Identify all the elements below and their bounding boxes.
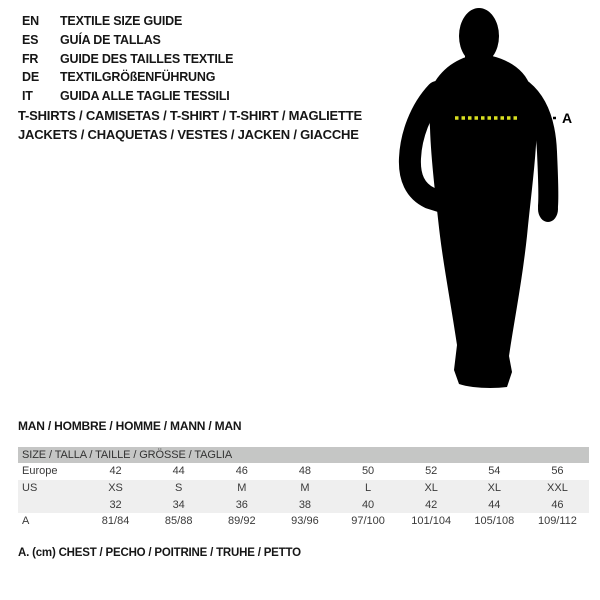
size-cell: 85/88 xyxy=(164,515,193,528)
size-cell: 105/108 xyxy=(474,515,515,528)
language-code: IT xyxy=(22,89,33,104)
size-cell: 42 xyxy=(109,465,122,478)
size-cell: 36 xyxy=(235,498,248,511)
table-row xyxy=(18,496,589,513)
row-label: US xyxy=(22,482,38,495)
size-cell: 44 xyxy=(488,498,501,511)
size-cell: 48 xyxy=(298,465,312,478)
size-cell: 46 xyxy=(551,498,564,511)
language-code: EN xyxy=(22,14,39,29)
size-cell: L xyxy=(365,482,372,495)
table-row xyxy=(18,463,589,480)
language-code: ES xyxy=(22,33,39,48)
size-cell: XL xyxy=(424,482,438,495)
size-cell: 56 xyxy=(551,465,564,478)
measure-label: A xyxy=(562,110,573,126)
language-code: DE xyxy=(22,70,39,85)
section-title: MAN / HOMBRE / HOMME / MANN / MAN xyxy=(18,419,242,433)
size-cell: 42 xyxy=(425,498,438,511)
size-cell: M xyxy=(300,482,310,495)
size-cell: 52 xyxy=(425,465,438,478)
category-tshirts: T-SHIRTS / CAMISETAS / T-SHIRT / T-SHIRT / MAGLIETTE xyxy=(18,108,362,123)
table-row xyxy=(18,513,589,530)
size-cell: 46 xyxy=(235,465,248,478)
size-cell: 109/112 xyxy=(537,515,577,528)
man-neck xyxy=(465,44,493,66)
table-row xyxy=(18,480,589,497)
language-title: GUIDE DES TAILLES TEXTILE xyxy=(60,51,234,66)
language-title: TEXTILGRÖßENFÜHRUNG xyxy=(60,70,216,85)
language-title: TEXTILE SIZE GUIDE xyxy=(60,14,183,29)
size-cell: 101/104 xyxy=(411,515,452,528)
size-table xyxy=(18,447,589,530)
size-cell: XXL xyxy=(547,482,568,495)
category-jackets: JACKETS / CHAQUETAS / VESTES / JACKEN / GIACCHE xyxy=(18,127,359,142)
size-cell: 50 xyxy=(361,465,375,478)
size-cell: 44 xyxy=(172,465,185,478)
size-cell: 81/84 xyxy=(101,515,130,528)
size-cell: XS xyxy=(108,482,123,495)
size-cell: 32 xyxy=(109,498,122,511)
language-code: FR xyxy=(22,51,39,66)
size-cell: 38 xyxy=(298,498,312,511)
man-body xyxy=(429,56,536,388)
row-label: Europe xyxy=(22,465,58,478)
language-title: GUIDA ALLE TAGLIE TESSILI xyxy=(60,89,230,104)
size-cell: 89/92 xyxy=(228,515,256,528)
size-cell: XL xyxy=(487,482,502,495)
man-right-hand xyxy=(538,196,558,222)
size-cell: 93/96 xyxy=(291,515,319,528)
row-label: A xyxy=(22,515,30,528)
size-cell: 34 xyxy=(172,498,185,511)
size-cell: S xyxy=(175,482,183,495)
table-header: SIZE / TALLA / TAILLE / GRÖSSE / TAGLIA xyxy=(18,447,589,463)
size-cell: 97/100 xyxy=(351,515,385,528)
footnote: A. (cm) CHEST / PECHO / POITRINE / TRUHE / PETTO xyxy=(18,547,301,559)
language-title: GUÍA DE TALLAS xyxy=(60,33,161,48)
size-cell: M xyxy=(237,482,247,495)
table-body xyxy=(18,463,589,530)
size-cell: 40 xyxy=(361,498,375,511)
size-cell: 54 xyxy=(488,465,501,478)
